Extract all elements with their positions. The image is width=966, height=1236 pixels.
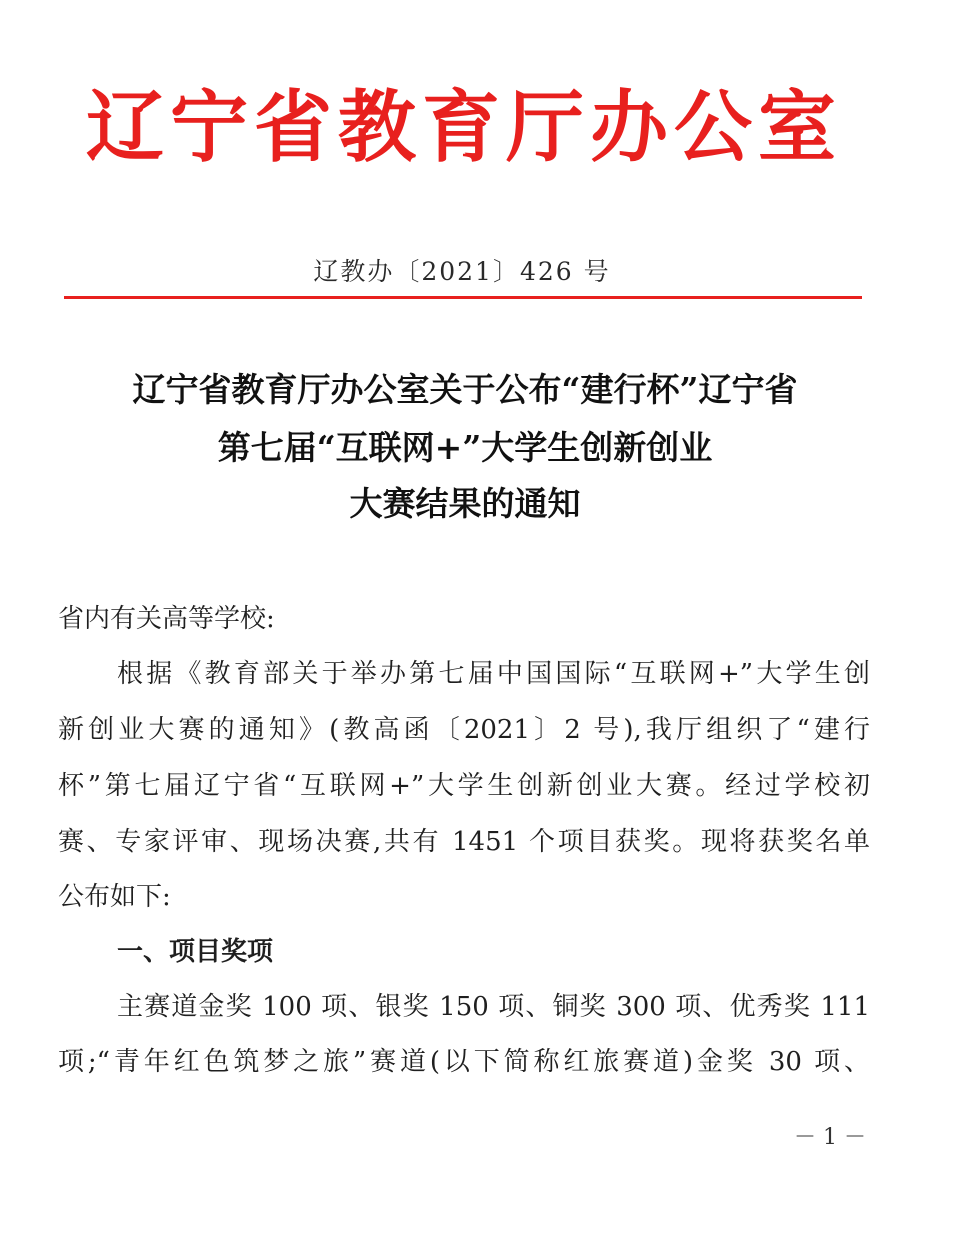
paragraph-2-line-2: 项;“青年红色筑梦之旅”赛道(以下简称红旅赛道)金奖 30 项、 xyxy=(58,1047,870,1077)
document-title-line-2: 第七届“互联网+”大学生创新创业 xyxy=(217,428,713,467)
page-number: － 1 － xyxy=(794,1125,866,1150)
section-heading-project-awards: 一、项目奖项 xyxy=(117,937,274,967)
red-divider-line xyxy=(64,296,862,299)
paragraph-1-line-1: 根据《教育部关于举办第七届中国国际“互联网+”大学生创 xyxy=(117,659,870,689)
issuer-masthead: 辽宁省教育厅办公室 xyxy=(86,83,843,173)
document-number: 辽教办〔2021〕426 号 xyxy=(313,257,611,286)
paragraph-1-line-3: 杯”第七届辽宁省“互联网+”大学生创新创业大赛。经过学校初 xyxy=(58,771,870,801)
paragraph-2-line-1: 主赛道金奖 100 项、银奖 150 项、铜奖 300 项、优秀奖 111 xyxy=(117,992,870,1022)
document-title-line-1: 辽宁省教育厅办公室关于公布“建行杯”辽宁省 xyxy=(132,370,798,409)
document-title-line-3: 大赛结果的通知 xyxy=(349,484,581,523)
paragraph-1-line-2: 新创业大赛的通知》(教高函〔2021〕2 号),我厅组织了“建行 xyxy=(58,715,870,745)
salutation: 省内有关高等学校: xyxy=(58,604,275,634)
paragraph-1-line-5: 公布如下: xyxy=(58,882,171,912)
paragraph-1-line-4: 赛、专家评审、现场决赛,共有 1451 个项目获奖。现将获奖名单 xyxy=(58,827,870,857)
